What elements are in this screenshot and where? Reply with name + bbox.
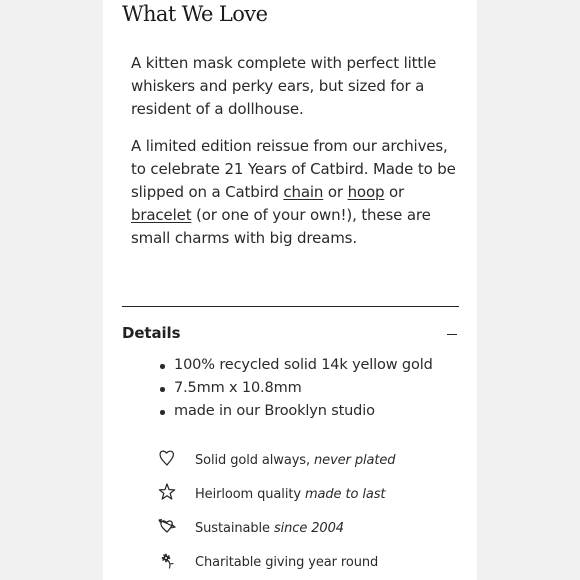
product-description-panel: [103, 0, 477, 580]
minus-icon[interactable]: [447, 334, 457, 335]
feature-text: [195, 487, 385, 502]
paragraph-text: (or one of your own!), these are small charms with big dreams.: [131, 206, 431, 247]
paragraph-text: or: [323, 183, 348, 201]
feature-list: [158, 448, 458, 580]
details-accordion-header[interactable]: [122, 323, 459, 347]
feature-item: [158, 448, 458, 482]
feature-text: [195, 555, 378, 570]
flower-icon: [158, 550, 176, 570]
paragraph-text: or: [384, 183, 405, 201]
hoop-link[interactable]: hoop: [347, 183, 385, 201]
feature-label: Solid gold always,: [195, 453, 315, 468]
paragraph-text: A limited edition reissue from our archives, to celebrate 21 Years of Catbird. Made to be slipped on a Catbird: [131, 137, 456, 201]
section-title: What We Love: [122, 2, 268, 26]
bracelet-link[interactable]: bracelet: [131, 206, 192, 224]
feature-emphasis: never plated: [314, 453, 396, 468]
details-list: [160, 354, 433, 423]
star-icon: [158, 482, 176, 502]
details-title: Details: [122, 324, 181, 342]
description-paragraph-1: A kitten mask complete with perfect little whiskers and perky ears, but sized for a resident of a dollhouse.: [131, 54, 437, 118]
section-divider: [122, 306, 459, 307]
feature-label: Heirloom quality: [195, 487, 305, 502]
feature-label: Charitable giving year round: [195, 555, 379, 570]
description-paragraph-2: [131, 135, 461, 250]
chain-link[interactable]: chain: [283, 183, 324, 201]
list-item: 100% recycled solid 14k yellow gold: [160, 354, 433, 377]
feature-item: [158, 550, 458, 580]
feature-label: Sustainable: [195, 521, 274, 536]
feature-item: [158, 516, 458, 550]
heart-icon: [158, 448, 176, 468]
feature-text: [195, 521, 344, 536]
heart-arrow-icon: [158, 516, 176, 536]
feature-emphasis: made to last: [304, 487, 386, 502]
feature-emphasis: since 2004: [273, 521, 344, 536]
feature-item: [158, 482, 458, 516]
feature-text: [195, 453, 395, 468]
list-item: 7.5mm x 10.8mm: [160, 377, 433, 400]
list-item: made in our Brooklyn studio: [160, 400, 433, 423]
